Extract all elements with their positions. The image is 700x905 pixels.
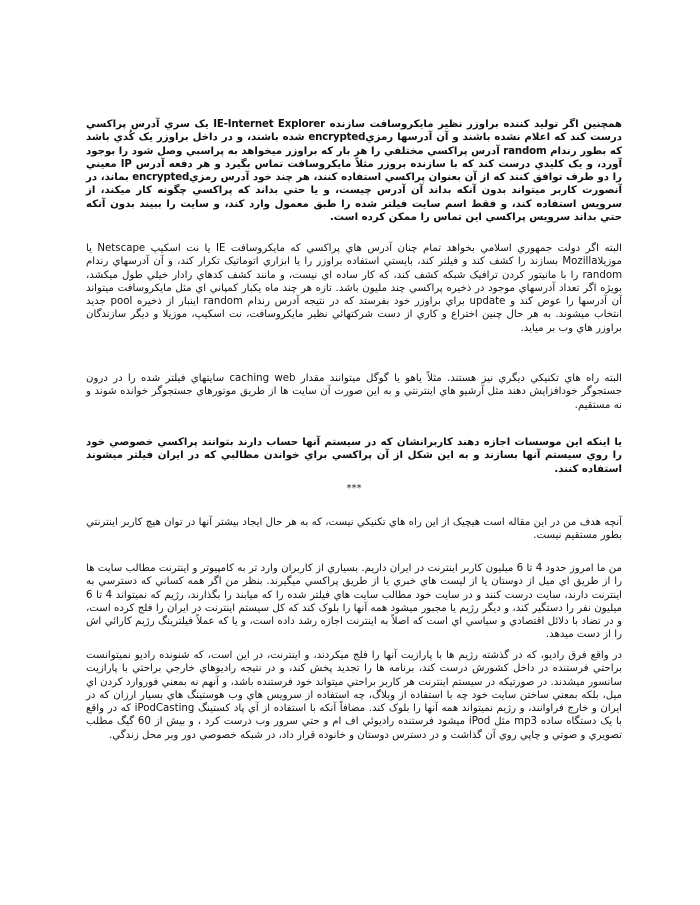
paragraph-other-techniques: البته راه هاي تكنيكي ديگري نيز هستند. مثلاً ياهو يا گوگل ميتوانند مقدار caching web سايتهاي فيلتر شده را در درون جستجوگر خودافزايش دهند مثل آرشيو هاي اينترنتي و به اين صورت آن سايت ها از طريق موتورهاي جستجوگر خوانده شوند و نه مستقيم. [86,373,622,411]
paragraph-internet-users: من ما امروز حدود 4 تا 6 ميليون كاربر اينترنت در ايران داريم. بسياري از كاربران وارد تر به كامپيوتر و اينترنت مطالب سايت ها را از طريق اي ميل از دوستان يا از ليست هاي خبري يا از طريق پراكسي ميگيرند. بنظر من اگر همه كساني كه دسترسي به اينترنت دارند، سايت درست كنند و در سايت خود مطالب سايت هاي فيلتر شده را كه ميابند را بگذارند، رژيم كه نميتواند 4 تا 6 ميليون نفر را دستگير كند، و ديگر رژيم يا مجبور ميشود همه آنها را بلوک كند كه كل سيستم اينترنت در ايران را فلج كرده است، و در تضاد با دلائل اقتصادي و سياسي اي است كه اصلاً به اينترنت اجازه رشد داده است، و يا كه عملاً فيلترينگ رژيم كارائي اش را از دست ميدهد. [86,563,623,641]
section-separator: *** [346,483,362,494]
paragraph-private-proxy: يا اينكه اين موسسات اجازه دهند كاربرانشان كه در سيستم آنها حساب دارند بتوانند پراكسي خصوصي خود را روي سيستم آنها بسازند و به اين شكل از آن پراكسي براي خواندن مطالبي كه در ايران فيلتر ميشوند استفاده كنند. [86,437,622,475]
paragraph-browser-proxy-proposal: همچنين اگر توليد كننده براوزر نظير مايكروسافت سازنده IE-Internet Explorer يک سري آدرس پراكسي درست كند كه اعلام نشده باشند و آن آدرسها رمزيencrypted شده باشند، و در داخل براوزر يک كُدي باشد كه بطور رندام random آدرس پراكسي مختلفي را هر بار كه براوزر ميخواهد به پراسبي وصل شود را بوجود آورد، و يک كليدي درست كند كه با سازنده بروزر مثلاً مايكروسافت تماس بگيرد و هر دفعه آدرس IP معيني را دو طرف توافق كنند كه از آن بعنوان پراكسي استفاده كنند، هر چند خود آدرس رمزيencrypted بماند، در آنصورت كاربر ميتواند بدون آنكه بداند آن آدرس چيست، و يا حتي بداند كه پراكسي چگونه كار ميكند، از سرويس استفاده كند، و فقط اسم سايت فيلتر شده را طبق معمول وارد كند، و سايت را ببيند بدون آنكه حتي بداند سرويس پراكسي اين تماس را ممكن كرده است. [86,119,622,224]
paragraph-government-filtering: البته اگر دولت جمهوري اسلامي بخواهد تمام چنان آدرس هاي پراكسي كه مايكروسافت IE يا نت اسكيپ Netscape يا موزيلاMozilla بسازند را كشف كند و فيلتر كند، بايستي استفاده براوزر را يا ابزاري اتوماتيک تكرار كند، و آن آدرسهاي رندام random را با مانيتور كردن ترافيک شبكه كشف كند، كه كار ساده اي نيست، و مانند كشف كدهاي رادار خيلي طول ميكشد، بويژه اگر تعداد آدرسهاي موجود در ذخيره پراكسي چند مليون باشد. تازه هر چند ماه يكبار كمپاني اي مثل مايكروسافت ميتواند آن آدرسها را عوض كند و update براي براوزر خود بفرستد كه در نتيجه آدرس رندام random اينبار از ذخيره pool جديد انتخاب ميشوند. به هر حال چنين اختراع و كاري از دست شركتهائي نظير مايكروسافت، نت اسكيپ، موزيلا و ديگر سازندگان براوزر هاي وب بر ميايد. [86,243,622,334]
paragraph-article-goal: آنچه هدف من در اين مقاله است هيچيک از اين راه هاي تكنيكي نيست، كه به هر حال ايجاد بيشتر آنها در توان هيچ كاربر اينترنتي بطور مستقيم نيست. [86,517,622,542]
paragraph-radio-vs-internet: در واقع فرق راديو، كه در گذشته رژيم ها با پارازيت آنها را فلج ميكردند، و اينترنت، در اين است، كه شنونده راديو نميتوانست براحتي فرستنده در داخل كشورش درست كند، برنامه ها را تجديد پخش كند، و در نتيجه راديوهاي خارجي براحتي با پارازيت سانسور ميشدند. در صورتيكه در سيستم اينترنت هر كاربر براحتي ميتواند خود فرستنده باشد، و آنهم نه بمعني فوروارد كردن اي ميل، بلكه بمعني ساختن سايت خود چه با استفاده از وبلاگ، چه استفاده از سرويس هاي وب هوستينگ هاي بسيار ارزان كه در ايران و خارج فراوانند، و رژيم نميتواند همه آنها را بلوک كند. مضافاً آنكه با استفاده از آي پاد كستينگ iPodCasting كه در واقع با يک دستگاه ساده mp3 مثل iPod ميشود فرستنده راديوئي اف ام و حتي سرور وب درست كرد ، و بيش از 60 گيگ مطلب تصويري و صوتي و چاپي روي آن گذاشت و در دسترس دوستان و خانوده قرار داد، در شبكه خصوصي دور وبر محل زندگي. [86,650,622,741]
